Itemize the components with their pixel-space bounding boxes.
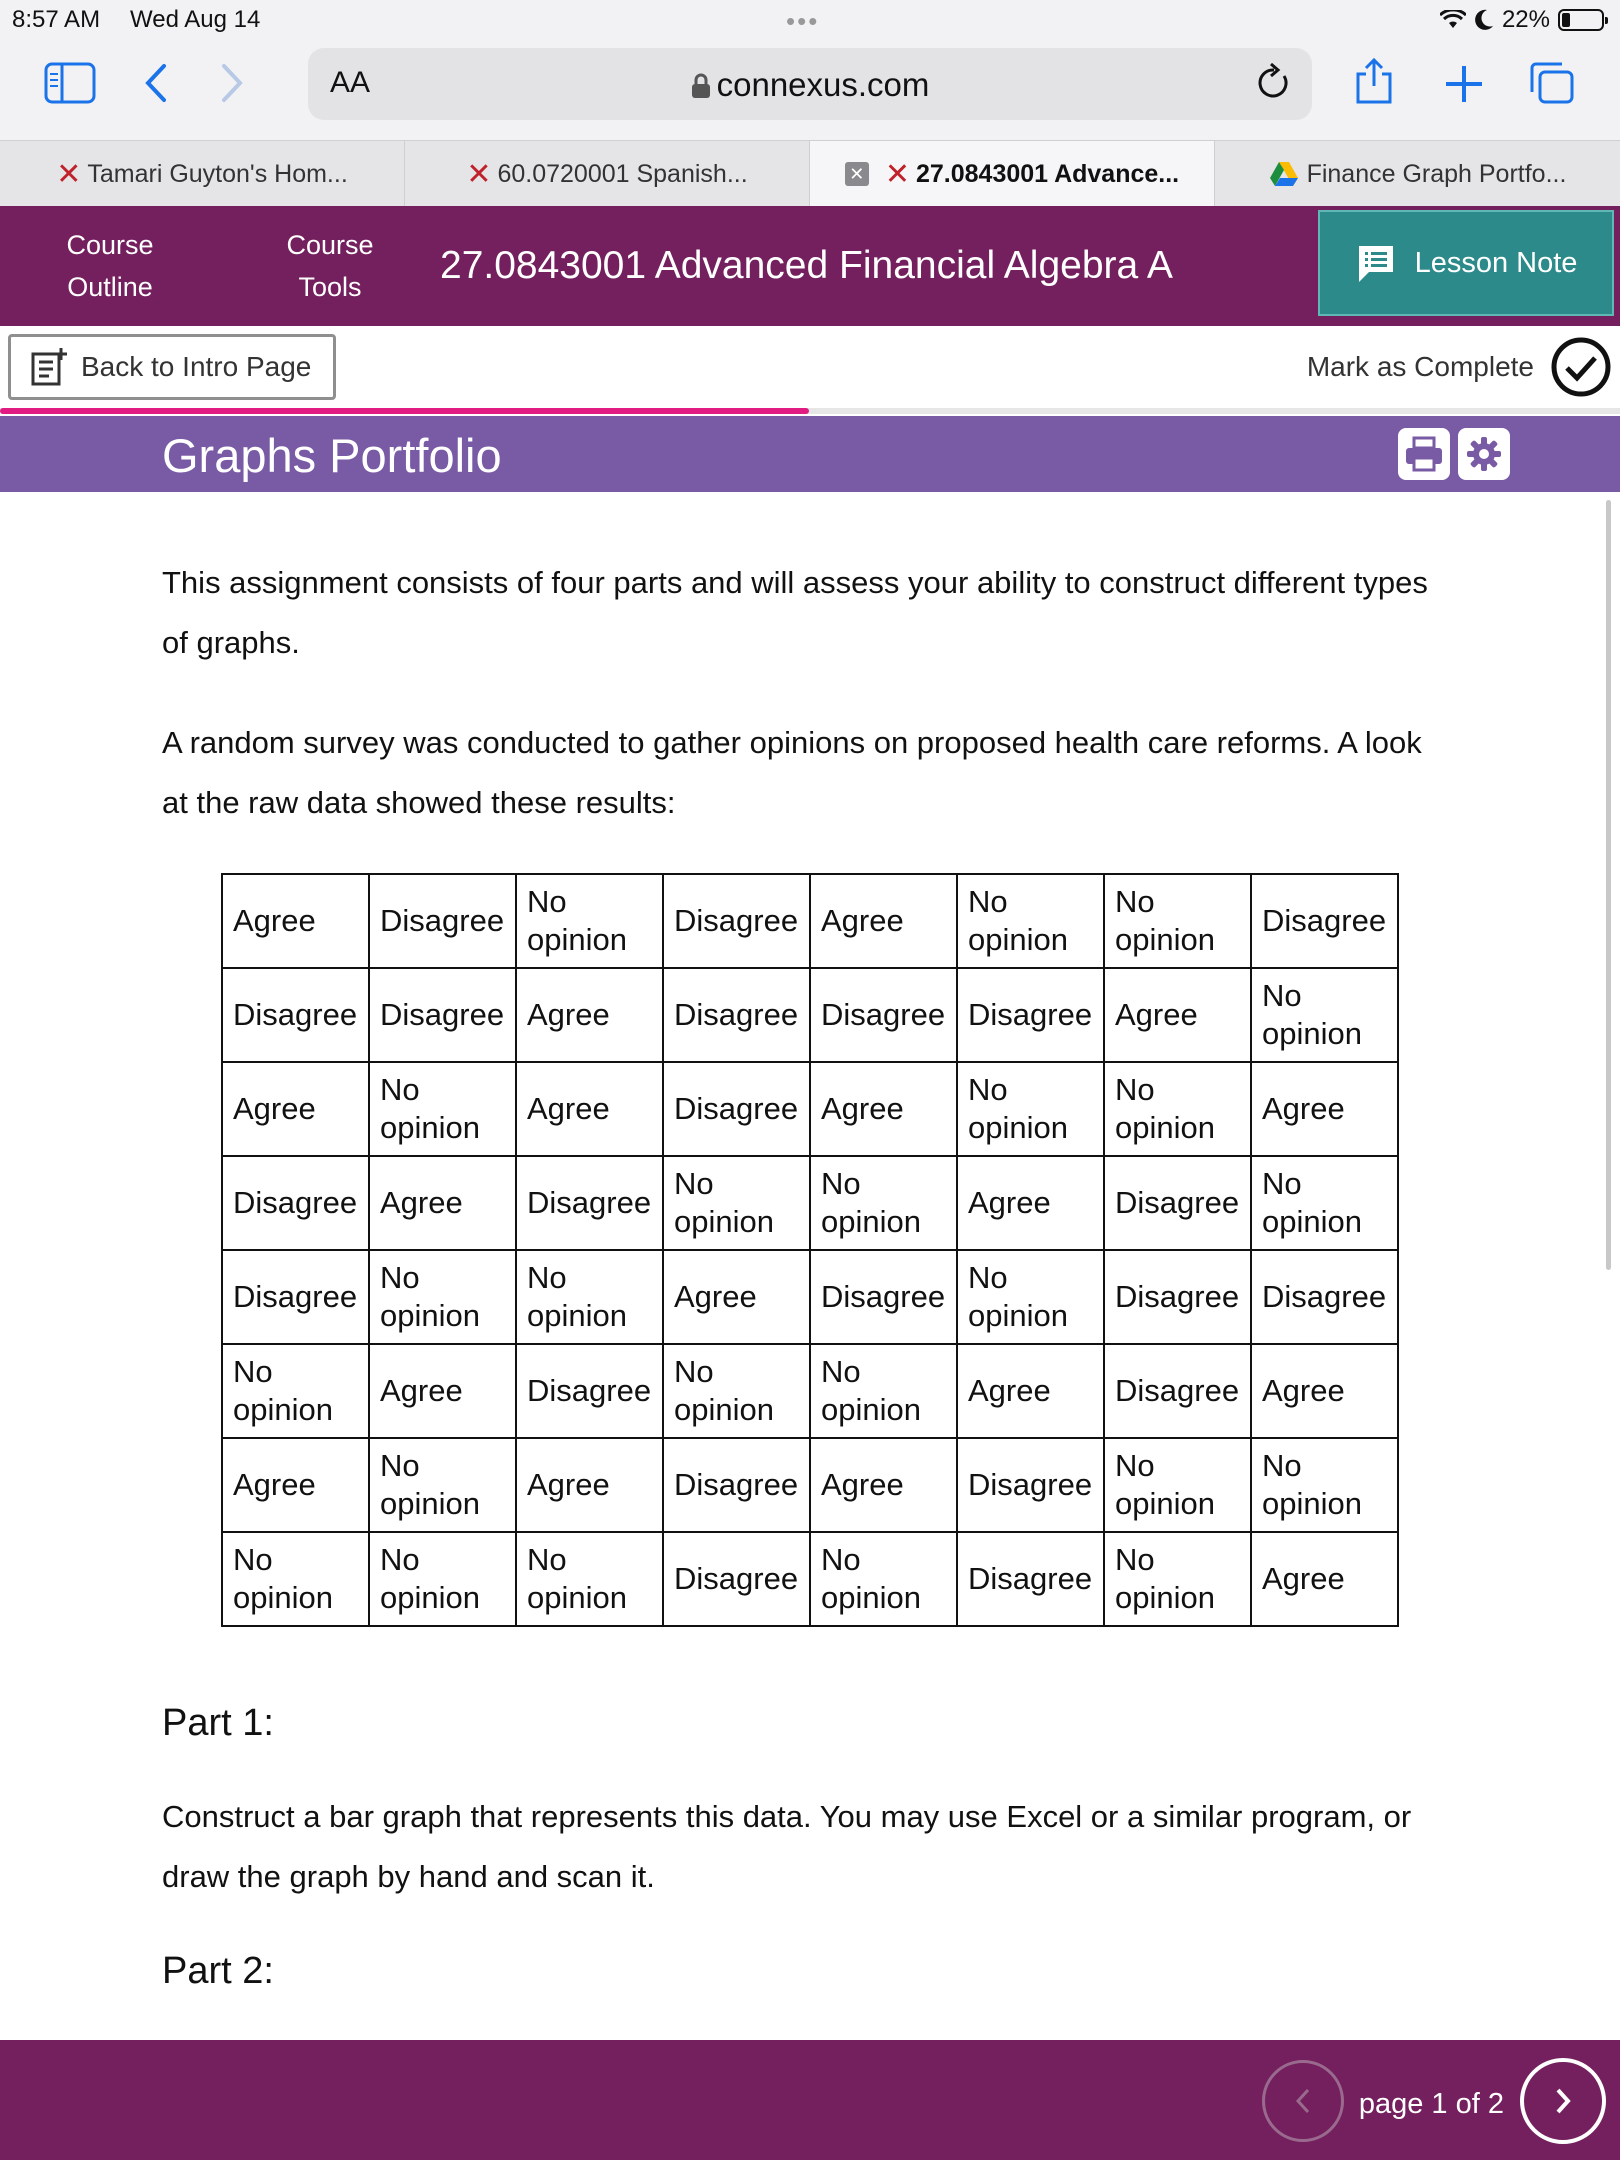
table-cell: Agree xyxy=(1251,1062,1398,1156)
table-cell: Agree xyxy=(222,1438,369,1532)
table-cell: No opinion xyxy=(1104,1532,1251,1626)
course-outline-line1: Course xyxy=(66,230,154,260)
table-cell: Agree xyxy=(369,1344,516,1438)
table-cell: Agree xyxy=(222,874,369,968)
chevron-left-icon xyxy=(1293,2087,1313,2115)
table-cell: Disagree xyxy=(222,968,369,1062)
table-cell: No opinion xyxy=(1104,874,1251,968)
course-title: 27.0843001 Advanced Financial Algebra A xyxy=(440,244,1173,287)
back-to-intro-label: Back to Intro Page xyxy=(81,351,312,382)
table-row xyxy=(222,968,1398,1062)
table-cell: No opinion xyxy=(516,874,663,968)
table-cell: Disagree xyxy=(663,1062,810,1156)
part2-heading: Part 2: xyxy=(162,1950,274,1992)
course-header xyxy=(0,206,1620,326)
moon-icon xyxy=(1474,9,1494,31)
table-cell: Agree xyxy=(810,1062,957,1156)
reload-icon[interactable] xyxy=(1256,62,1292,102)
table-cell: No opinion xyxy=(957,1250,1104,1344)
table-cell: Agree xyxy=(663,1250,810,1344)
battery-percent: 22% xyxy=(1501,6,1550,33)
status-time: 8:57 AM xyxy=(12,6,101,33)
share-icon[interactable] xyxy=(1354,56,1394,106)
table-cell: Agree xyxy=(957,1156,1104,1250)
connexus-x-icon: ✕ xyxy=(884,157,910,191)
table-cell: No opinion xyxy=(663,1156,810,1250)
table-cell: Agree xyxy=(810,874,957,968)
course-tools-link[interactable] xyxy=(264,224,396,308)
table-cell: No opinion xyxy=(957,1062,1104,1156)
mark-as-complete[interactable] xyxy=(1307,336,1612,398)
course-outline-link[interactable] xyxy=(44,224,176,308)
table-cell: No opinion xyxy=(1251,1156,1398,1250)
tab-finance-graph[interactable] xyxy=(1215,141,1620,207)
table-cell: Disagree xyxy=(1104,1250,1251,1344)
lesson-note-button[interactable] xyxy=(1318,210,1614,316)
tab-advanced-financial[interactable] xyxy=(810,141,1215,207)
table-cell: Disagree xyxy=(1251,874,1398,968)
lesson-note-label: Lesson Note xyxy=(1414,246,1578,279)
lock-icon xyxy=(691,73,711,99)
url-text: connexus.com xyxy=(716,66,930,103)
url-field[interactable] xyxy=(308,66,1312,104)
table-cell: No opinion xyxy=(1104,1438,1251,1532)
previous-page-button[interactable] xyxy=(1262,2060,1344,2142)
table-cell: Disagree xyxy=(516,1344,663,1438)
table-cell: Agree xyxy=(1104,968,1251,1062)
table-cell: No opinion xyxy=(810,1532,957,1626)
forward-chevron-icon[interactable] xyxy=(218,62,248,104)
intro-paragraph: This assignment consists of four parts and will assess your ability to construct different types of graphs. xyxy=(162,565,1428,660)
table-cell: Disagree xyxy=(663,874,810,968)
tab-overview-icon[interactable] xyxy=(1528,60,1576,106)
survey-table xyxy=(221,873,1399,1627)
battery-fill xyxy=(1562,13,1570,27)
table-cell: Disagree xyxy=(810,1250,957,1344)
table-cell: No opinion xyxy=(516,1532,663,1626)
tab-home[interactable] xyxy=(0,141,405,207)
table-row xyxy=(222,1250,1398,1344)
table-cell: Disagree xyxy=(957,1532,1104,1626)
table-cell: Disagree xyxy=(222,1156,369,1250)
table-cell: Disagree xyxy=(222,1250,369,1344)
page-indicator: page 1 of 2 xyxy=(1358,2088,1504,2120)
next-page-button[interactable] xyxy=(1520,2058,1606,2144)
table-cell: Disagree xyxy=(957,968,1104,1062)
table-cell: Agree xyxy=(516,1438,663,1532)
new-tab-plus-icon[interactable] xyxy=(1444,64,1484,104)
table-cell: No opinion xyxy=(369,1532,516,1626)
table-cell: Disagree xyxy=(1104,1344,1251,1438)
table-cell: Disagree xyxy=(369,968,516,1062)
tab-bar xyxy=(0,140,1620,207)
part1-text: Construct a bar graph that represents this data. You may use Excel or a similar program, or draw the graph by hand and scan it. xyxy=(162,1799,1412,1894)
table-cell: Agree xyxy=(1251,1344,1398,1438)
sidebar-icon[interactable] xyxy=(44,62,96,104)
print-button[interactable] xyxy=(1398,428,1450,480)
table-cell: Agree xyxy=(1251,1532,1398,1626)
tab-spanish[interactable] xyxy=(405,141,810,207)
tab-label: Finance Graph Portfo... xyxy=(1306,159,1567,188)
table-row xyxy=(222,1438,1398,1532)
table-cell: No opinion xyxy=(663,1344,810,1438)
table-cell: Disagree xyxy=(1251,1250,1398,1344)
mark-complete-label: Mark as Complete xyxy=(1306,351,1534,382)
table-cell: Disagree xyxy=(663,1438,810,1532)
table-cell: Agree xyxy=(516,1062,663,1156)
tab-label: 60.0720001 Spanish... xyxy=(497,159,748,188)
page-title: Graphs Portfolio xyxy=(162,429,502,482)
table-cell: No opinion xyxy=(957,874,1104,968)
table-cell: Disagree xyxy=(957,1438,1104,1532)
table-row xyxy=(222,1062,1398,1156)
check-circle-icon[interactable] xyxy=(1550,336,1612,398)
survey-intro-paragraph: A random survey was conducted to gather opinions on proposed health care reforms. A look at the raw data showed these results: xyxy=(162,725,1422,820)
table-cell: Agree xyxy=(222,1062,369,1156)
table-row xyxy=(222,1156,1398,1250)
table-cell: No opinion xyxy=(222,1344,369,1438)
table-cell: No opinion xyxy=(369,1062,516,1156)
table-cell: Disagree xyxy=(516,1156,663,1250)
table-cell: No opinion xyxy=(369,1438,516,1532)
table-cell: Agree xyxy=(810,1438,957,1532)
table-cell: No opinion xyxy=(369,1250,516,1344)
course-tools-line2: Tools xyxy=(298,272,362,302)
note-list-icon xyxy=(1355,242,1397,284)
section-banner xyxy=(0,416,1620,492)
table-cell: Disagree xyxy=(810,968,957,1062)
table-row xyxy=(222,874,1398,968)
table-cell: No opinion xyxy=(1251,968,1398,1062)
table-cell: Disagree xyxy=(663,968,810,1062)
table-row xyxy=(222,1344,1398,1438)
progress-bar xyxy=(0,408,809,414)
course-tools-line1: Course xyxy=(286,230,374,260)
table-cell: No opinion xyxy=(1251,1438,1398,1532)
status-bar xyxy=(0,0,1620,42)
close-tab-icon[interactable]: ✕ xyxy=(845,162,869,186)
back-to-intro-button[interactable] xyxy=(8,334,336,400)
printer-icon xyxy=(1404,436,1444,472)
text-size-button[interactable]: AA xyxy=(330,66,371,99)
google-drive-icon xyxy=(1269,161,1299,187)
table-row xyxy=(222,1532,1398,1626)
chevron-right-icon xyxy=(1553,2087,1573,2115)
table-cell: Disagree xyxy=(1104,1156,1251,1250)
connexus-x-icon: ✕ xyxy=(56,157,82,191)
status-date: Wed Aug 14 xyxy=(130,6,261,33)
gear-icon xyxy=(1466,436,1502,472)
multitasking-dots-icon[interactable]: ••• xyxy=(786,6,820,36)
connexus-x-icon: ✕ xyxy=(466,157,492,191)
table-cell: Agree xyxy=(516,968,663,1062)
course-outline-line2: Outline xyxy=(67,272,153,302)
table-cell: No opinion xyxy=(810,1344,957,1438)
table-cell: No opinion xyxy=(222,1532,369,1626)
table-cell: Agree xyxy=(957,1344,1104,1438)
status-right xyxy=(1440,6,1604,34)
wifi-icon xyxy=(1440,10,1466,30)
table-cell: No opinion xyxy=(516,1250,663,1344)
table-cell: No opinion xyxy=(810,1156,957,1250)
tab-label: 27.0843001 Advance... xyxy=(915,159,1180,188)
table-cell: Agree xyxy=(369,1156,516,1250)
table-cell: Disagree xyxy=(663,1532,810,1626)
back-chevron-icon[interactable] xyxy=(140,62,170,104)
table-cell: Disagree xyxy=(369,874,516,968)
tab-label: Tamari Guyton's Hom... xyxy=(87,159,348,188)
browser-toolbar xyxy=(0,42,1620,140)
document-add-icon xyxy=(31,348,67,386)
settings-button[interactable] xyxy=(1458,428,1510,480)
footer-bar xyxy=(0,2040,1620,2160)
address-bar[interactable] xyxy=(308,48,1312,120)
battery-icon xyxy=(1558,9,1604,31)
table-cell: No opinion xyxy=(1104,1062,1251,1156)
part1-heading: Part 1: xyxy=(162,1702,274,1744)
scrollbar[interactable] xyxy=(1606,500,1611,1270)
